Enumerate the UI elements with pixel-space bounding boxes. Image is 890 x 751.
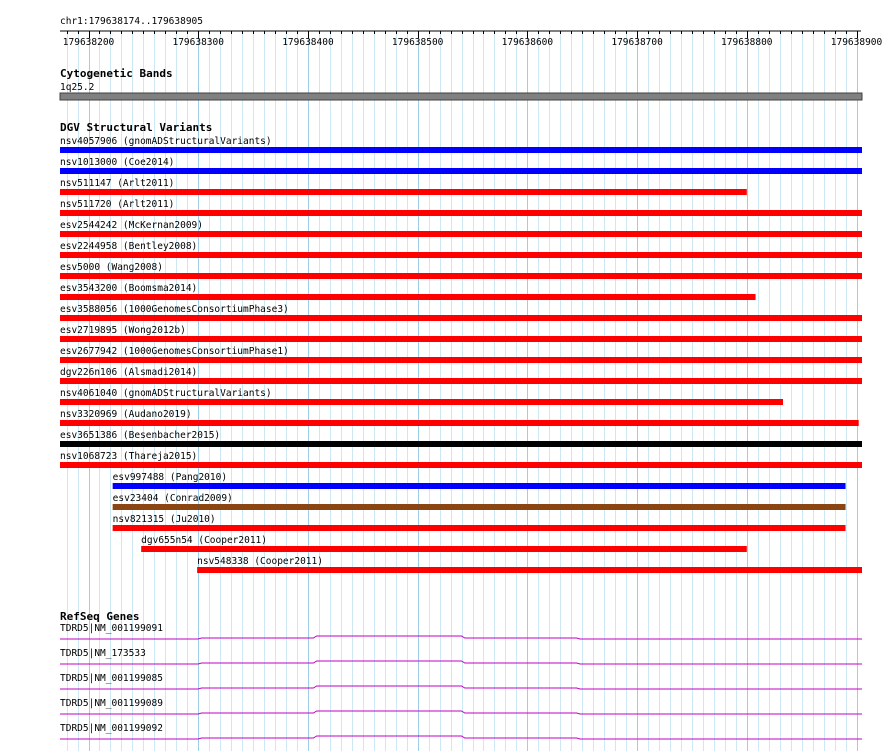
coordinate-ruler	[60, 16, 883, 48]
dgv-variant-label: nsv548338 (Cooper2011)	[197, 556, 323, 567]
dgv-variant-bar[interactable]	[113, 525, 846, 531]
dgv-variant-label: nsv3320969 (Audano2019)	[60, 409, 192, 420]
refseq-features	[60, 623, 862, 739]
ruler-tick-label: 179638300	[172, 37, 224, 48]
dgv-variant-bar[interactable]	[60, 189, 747, 195]
dgv-variant-bar[interactable]	[60, 336, 862, 342]
dgv-variant-bar[interactable]	[60, 462, 862, 468]
dgv-features	[60, 136, 862, 573]
refseq-gene-model[interactable]	[60, 661, 862, 664]
dgv-variant-bar[interactable]	[60, 378, 862, 384]
dgv-variant-bar[interactable]	[141, 546, 747, 552]
dgv-variant-label: esv2544242 (McKernan2009)	[60, 220, 203, 231]
dgv-variant-label: nsv4057906 (gnomADStructuralVariants)	[60, 136, 272, 147]
refseq-gene-model[interactable]	[60, 711, 862, 714]
dgv-variant-bar[interactable]	[60, 357, 862, 363]
dgv-variant-label: esv997488 (Pang2010)	[112, 472, 228, 483]
dgv-variant-label: nsv821315 (Ju2010)	[112, 514, 216, 525]
ruler-tick-label: 179638500	[391, 37, 444, 48]
dgv-variant-bar[interactable]	[60, 210, 862, 216]
dgv-variant-bar[interactable]	[60, 252, 862, 258]
dgv-variant-bar[interactable]	[197, 567, 862, 573]
location-label: chr1:179638174..179638905	[60, 16, 203, 27]
dgv-variant-label: dgv226n106 (Alsmadi2014)	[60, 367, 198, 378]
dgv-track	[60, 121, 862, 573]
dgv-variant-bar[interactable]	[60, 231, 862, 237]
dgv-variant-bar[interactable]	[60, 441, 862, 447]
refseq-gene-label: TDRD5|NM_001199092	[60, 723, 163, 734]
ruler-tick-label: 179638900	[830, 37, 883, 48]
dgv-variant-bar[interactable]	[60, 147, 862, 153]
dgv-variant-bar[interactable]	[113, 504, 846, 510]
dgv-variant-label: esv2719895 (Wong2012b)	[60, 325, 186, 336]
refseq-gene-label: TDRD5|NM_001199085	[60, 673, 163, 684]
dgv-variant-label: esv23404 (Conrad2009)	[112, 493, 233, 504]
dgv-variant-bar[interactable]	[60, 168, 862, 174]
dgv-variant-bar[interactable]	[60, 273, 862, 279]
dgv-variant-label: dgv655n54 (Cooper2011)	[141, 535, 268, 546]
dgv-variant-bar[interactable]	[60, 294, 756, 300]
dgv-variant-label: esv3651386 (Besenbacher2015)	[60, 430, 221, 441]
ruler-tick-label: 179638600	[501, 37, 554, 48]
dgv-variant-label: esv2677942 (1000GenomesConsortiumPhase1)	[60, 346, 289, 357]
cytoband-track-title: Cytogenetic Bands	[60, 67, 173, 80]
refseq-gene-model[interactable]	[60, 686, 862, 689]
ruler-ticks	[63, 31, 883, 48]
dgv-variant-label: nsv1068723 (Thareja2015)	[60, 451, 198, 462]
dgv-variant-label: esv3588056 (1000GenomesConsortiumPhase3)	[60, 304, 289, 315]
dgv-variant-label: nsv4061040 (gnomADStructuralVariants)	[60, 388, 272, 399]
dgv-variant-label: nsv1013000 (Coe2014)	[60, 157, 175, 168]
refseq-gene-model[interactable]	[60, 636, 862, 639]
dgv-track-title: DGV Structural Variants	[60, 121, 213, 134]
refseq-track	[60, 610, 862, 739]
dgv-variant-bar[interactable]	[113, 483, 846, 489]
refseq-gene-label: TDRD5|NM_001199091	[60, 623, 163, 634]
dgv-variant-bar[interactable]	[60, 315, 862, 321]
dgv-variant-label: esv5000 (Wang2008)	[60, 262, 163, 273]
dgv-variant-label: nsv511720 (Arlt2011)	[60, 199, 175, 210]
ruler-tick-label: 179638400	[282, 37, 334, 48]
dgv-variant-label: nsv511147 (Arlt2011)	[60, 178, 175, 189]
ruler-tick-label: 179638700	[611, 37, 663, 48]
refseq-track-title: RefSeq Genes	[60, 610, 140, 623]
ruler-tick-label: 179638200	[62, 37, 115, 48]
dgv-variant-label: esv3543200 (Boomsma2014)	[60, 283, 198, 294]
ruler-tick-label: 179638800	[721, 37, 773, 48]
dgv-variant-bar[interactable]	[60, 399, 783, 405]
dgv-variant-label: esv2244958 (Bentley2008)	[60, 241, 198, 252]
dgv-variant-bar[interactable]	[60, 420, 859, 426]
refseq-gene-label: TDRD5|NM_001199089	[60, 698, 163, 709]
refseq-gene-label: TDRD5|NM_173533	[60, 648, 146, 659]
cytoband-track	[60, 67, 862, 100]
refseq-gene-model[interactable]	[60, 736, 862, 739]
cytoband-bar[interactable]	[60, 93, 862, 100]
cytoband-band-label: 1q25.2	[60, 82, 95, 93]
